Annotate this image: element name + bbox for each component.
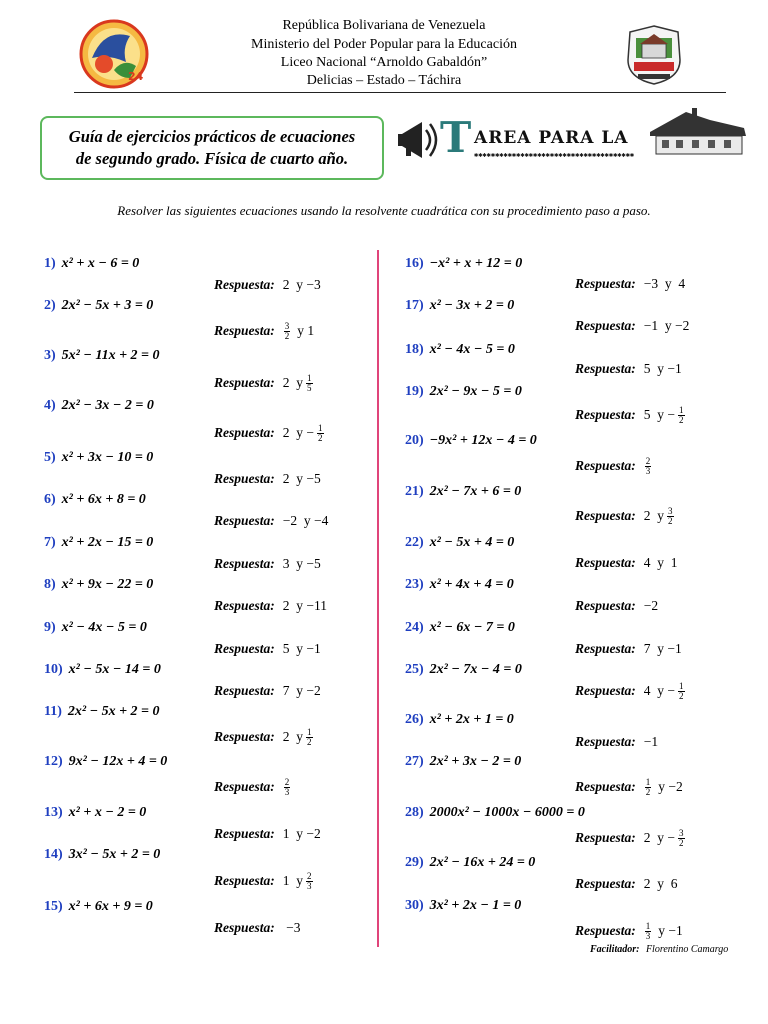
exercise-answer (575, 597, 658, 615)
equation-text: x² + x − 6 = 0 (61, 256, 140, 271)
equation-text: x² + 9x − 22 = 0 (61, 577, 154, 592)
equation-text: 2000x² − 1000x − 6000 = 0 (429, 805, 585, 820)
svg-text:24: 24 (128, 70, 144, 83)
exercise-answer (214, 374, 314, 393)
guide-title-line-1: Guía de ejercicios prácticos de ecuaciones (68, 127, 356, 146)
exercise-answer (575, 922, 683, 941)
equation-text: 2x² − 7x − 4 = 0 (429, 662, 522, 677)
exercise-answer (214, 825, 321, 843)
exercise-equation (405, 483, 521, 501)
instruction-text: Resolver las siguientes ecuaciones usando la resolvente cuadrática con su procedimiento paso a paso. (117, 203, 651, 218)
exercise-answer (575, 406, 686, 425)
exercise-equation (44, 491, 146, 509)
banner-text: AREA PARA LA (474, 128, 629, 148)
answer-value: 2 y (643, 508, 664, 523)
answer-value: 4 y − (643, 683, 675, 698)
fraction-denominator: 2 (679, 838, 684, 849)
answer-value: 2 y −11 (282, 598, 327, 613)
answer-value: 2 y − (282, 425, 314, 440)
exercise-answer (575, 457, 652, 476)
fraction-numerator: 1 (318, 423, 323, 434)
exercise-number: 18) (405, 342, 424, 357)
exercise-number: 8) (44, 577, 56, 592)
exercise-number: 6) (44, 492, 56, 507)
equation-text: −9x² + 12x − 4 = 0 (429, 433, 537, 448)
fraction-denominator: 2 (679, 415, 684, 426)
exercise-answer (575, 682, 686, 701)
exercise-number: 19) (405, 384, 424, 399)
fraction-numerator: 1 (307, 727, 312, 738)
fraction-denominator: 2 (668, 516, 673, 527)
exercise-number: 7) (44, 535, 56, 550)
fraction (645, 778, 652, 797)
answer-label: Respuesta: (575, 276, 636, 291)
answer-value: 2 y −3 (282, 277, 321, 292)
fraction-denominator: 2 (307, 737, 312, 748)
fraction (645, 922, 652, 941)
exercise-answer (214, 728, 314, 747)
answer-value: 7 y −1 (643, 641, 682, 656)
answer-label: Respuesta: (575, 876, 636, 891)
answer-value: y −1 (658, 923, 683, 938)
answer-label: Respuesta: (575, 683, 636, 698)
answer-label: Respuesta: (214, 277, 275, 292)
exercise-equation (44, 449, 153, 467)
answer-value: −3 y 4 (643, 276, 686, 291)
banner-letter-t: T (440, 113, 472, 162)
fraction-denominator: 3 (645, 931, 651, 942)
equation-text: 2x² − 5x + 2 = 0 (67, 704, 160, 719)
answer-value: −1 y −2 (643, 318, 690, 333)
fraction (667, 507, 674, 526)
exercise-number: 11) (44, 704, 62, 719)
equation-text: 2x² − 7x + 6 = 0 (429, 484, 522, 499)
exercise-number: 25) (405, 662, 424, 677)
exercise-number: 23) (405, 577, 424, 592)
answer-label: Respuesta: (214, 729, 275, 744)
exercise-answer (214, 597, 327, 615)
exercise-answer (575, 360, 682, 378)
fraction-denominator: 2 (645, 787, 651, 798)
fraction (306, 374, 313, 393)
equation-text: x² − 3x + 2 = 0 (429, 298, 515, 313)
answer-label: Respuesta: (214, 471, 275, 486)
exercise-number: 24) (405, 620, 424, 635)
facilitator-label: Facilitador: (590, 944, 640, 955)
fraction-denominator: 5 (307, 383, 312, 394)
header-line-4: Delicias – Estado – Táchira (306, 73, 462, 88)
answer-label: Respuesta: (214, 641, 275, 656)
exercise-equation (44, 534, 153, 552)
answer-value: 2 y −5 (282, 471, 321, 486)
answer-label: Respuesta: (214, 826, 275, 841)
exercise-equation (405, 534, 514, 552)
exercise-equation (405, 854, 535, 872)
exercise-answer (575, 733, 658, 751)
guide-title-line-2: de segundo grado. Física de cuarto año. (75, 149, 349, 168)
exercise-equation (405, 753, 521, 771)
answer-label: Respuesta: (214, 598, 275, 613)
exercise-equation (405, 255, 522, 273)
exercise-answer (214, 682, 321, 700)
exercise-equation (44, 347, 160, 365)
exercise-equation (44, 661, 161, 679)
exercise-equation (405, 619, 515, 637)
exercise-number: 10) (44, 662, 63, 677)
fraction-denominator: 3 (307, 881, 312, 892)
exercise-answer (575, 275, 685, 293)
fraction-numerator: 1 (645, 921, 651, 932)
exercise-answer (214, 778, 291, 797)
equation-text: 3x² − 5x + 2 = 0 (68, 847, 161, 862)
exercise-equation (44, 703, 160, 721)
answer-value: −2 y −4 (282, 513, 329, 528)
exercise-equation (44, 255, 139, 273)
exercise-number: 27) (405, 754, 424, 769)
equation-text: x² − 4x − 5 = 0 (61, 620, 147, 635)
equation-text: 2x² − 16x + 24 = 0 (429, 855, 536, 870)
exercise-number: 21) (405, 484, 424, 499)
answer-value: 1 y (282, 873, 303, 888)
answer-value: y 1 (297, 323, 315, 338)
answer-value: 3 y −5 (282, 556, 321, 571)
fraction-numerator: 2 (645, 456, 651, 467)
exercise-answer (214, 919, 301, 937)
fraction (284, 322, 291, 341)
answer-value: −3 (282, 920, 301, 935)
school-logo-left (78, 18, 150, 90)
answer-value: 5 y −1 (643, 361, 682, 376)
exercise-equation (44, 576, 153, 594)
equation-text: 3x² + 2x − 1 = 0 (429, 898, 522, 913)
fraction-numerator: 3 (679, 828, 684, 839)
exercise-number: 15) (44, 899, 63, 914)
answer-label: Respuesta: (214, 323, 275, 338)
header-line-1: República Bolivariana de Venezuela (282, 18, 486, 33)
header-line-3: Liceo Nacional “Arnoldo Gabaldón” (280, 55, 488, 70)
equation-text: x² + x − 2 = 0 (68, 805, 147, 820)
answer-label: Respuesta: (214, 375, 275, 390)
exercise-answer (214, 872, 314, 891)
fraction (678, 829, 685, 848)
equation-text: 2x² + 3x − 2 = 0 (429, 754, 522, 769)
exercise-equation (44, 898, 153, 916)
exercise-answer (575, 875, 678, 893)
fraction-denominator: 2 (318, 433, 323, 444)
answer-value: 2 y (282, 729, 303, 744)
exercise-answer (575, 507, 675, 526)
answer-value: −1 (643, 734, 659, 749)
answer-value: −2 (643, 598, 659, 613)
equation-text: 2x² − 5x + 3 = 0 (61, 298, 154, 313)
exercise-answer (214, 640, 321, 658)
exercise-number: 17) (405, 298, 424, 313)
exercise-answer (214, 512, 328, 530)
exercise-number: 13) (44, 805, 63, 820)
fraction-denominator: 3 (645, 466, 651, 477)
answer-value: 2 y (282, 375, 303, 390)
exercise-number: 1) (44, 256, 56, 271)
answer-label: Respuesta: (575, 923, 636, 938)
answer-label: Respuesta: (575, 830, 636, 845)
exercise-equation (405, 432, 537, 450)
facilitator-signature (590, 944, 728, 955)
exercise-equation (405, 297, 514, 315)
fraction (645, 457, 652, 476)
equation-text: x² + 3x − 10 = 0 (61, 450, 154, 465)
answer-label: Respuesta: (575, 779, 636, 794)
fraction-numerator: 1 (645, 777, 651, 788)
exercise-number: 4) (44, 398, 56, 413)
fraction (678, 406, 685, 425)
fraction-denominator: 2 (284, 331, 290, 342)
equation-text: 9x² − 12x + 4 = 0 (68, 754, 168, 769)
fraction-denominator: 2 (679, 691, 684, 702)
fraction-numerator: 3 (668, 506, 673, 517)
answer-label: Respuesta: (575, 598, 636, 613)
exercise-number: 3) (44, 348, 56, 363)
equation-text: 5x² − 11x + 2 = 0 (61, 348, 160, 363)
fraction (678, 682, 685, 701)
exercise-number: 29) (405, 855, 424, 870)
equation-text: x² + 2x + 1 = 0 (429, 712, 514, 727)
equation-text: 2x² − 9x − 5 = 0 (429, 384, 522, 399)
answer-value: 2 y 6 (643, 876, 678, 891)
exercise-number: 16) (405, 256, 424, 271)
fraction-numerator: 1 (679, 681, 684, 692)
answer-label: Respuesta: (575, 318, 636, 333)
equation-text: −x² + x + 12 = 0 (429, 256, 523, 271)
answer-value: 7 y −2 (282, 683, 321, 698)
exercise-equation (405, 804, 585, 822)
answer-label: Respuesta: (214, 425, 275, 440)
house-icon (646, 106, 750, 158)
exercise-equation (44, 846, 160, 864)
exercise-equation (405, 341, 515, 359)
answer-label: Respuesta: (214, 556, 275, 571)
exercise-equation (44, 297, 153, 315)
exercise-number: 9) (44, 620, 56, 635)
exercise-answer (575, 317, 689, 335)
exercise-equation (44, 804, 146, 822)
exercise-answer (214, 555, 321, 573)
answer-value: 5 y −1 (282, 641, 321, 656)
answer-label: Respuesta: (575, 361, 636, 376)
exercise-equation (44, 619, 147, 637)
exercise-answer (575, 829, 686, 848)
exercise-equation (405, 383, 522, 401)
exercise-answer (575, 554, 678, 572)
exercise-number: 14) (44, 847, 63, 862)
answer-label: Respuesta: (214, 683, 275, 698)
answer-value: 5 y − (643, 407, 675, 422)
answer-label: Respuesta: (575, 508, 636, 523)
facilitator-name: Florentino Camargo (645, 944, 729, 955)
answer-label: Respuesta: (575, 734, 636, 749)
answer-label: Respuesta: (214, 513, 275, 528)
fraction (306, 728, 313, 747)
equation-text: x² + 6x + 9 = 0 (68, 899, 153, 914)
exercise-equation (44, 397, 154, 415)
equation-text: x² − 5x + 4 = 0 (429, 535, 515, 550)
equation-text: x² + 2x − 15 = 0 (61, 535, 154, 550)
equation-text: x² − 5x − 14 = 0 (68, 662, 161, 677)
answer-label: Respuesta: (575, 407, 636, 422)
fraction-numerator: 2 (307, 871, 312, 882)
exercise-number: 5) (44, 450, 56, 465)
exercise-answer (214, 322, 314, 341)
exercise-equation (405, 897, 521, 915)
fraction (317, 424, 324, 443)
exercise-number: 2) (44, 298, 56, 313)
answer-label: Respuesta: (214, 779, 275, 794)
exercise-equation (405, 711, 514, 729)
guide-title-box (40, 116, 384, 180)
fraction-numerator: 2 (284, 777, 290, 788)
exercise-number: 22) (405, 535, 424, 550)
exercise-number: 30) (405, 898, 424, 913)
megaphone-icon (396, 114, 440, 166)
exercise-number: 20) (405, 433, 424, 448)
column-divider (377, 250, 379, 947)
exercise-answer (214, 424, 325, 443)
equation-text: x² + 6x + 8 = 0 (61, 492, 146, 507)
exercise-answer (214, 470, 321, 488)
answer-value: 2 y − (643, 830, 675, 845)
fraction (284, 778, 291, 797)
fraction-numerator: 1 (307, 373, 312, 384)
exercise-answer (214, 276, 321, 294)
exercise-number: 28) (405, 805, 424, 820)
answer-label: Respuesta: (575, 555, 636, 570)
exercise-equation (44, 753, 167, 771)
banner-stars: ✱✱✱✱✱✱✱✱✱✱✱✱✱✱✱✱✱✱✱✱✱✱✱✱✱✱✱✱✱✱✱✱✱✱✱✱✱✱ (474, 151, 635, 159)
exercise-answer (575, 640, 682, 658)
answer-label: Respuesta: (214, 920, 275, 935)
school-seal-right (622, 22, 686, 88)
equation-text: x² − 6x − 7 = 0 (429, 620, 515, 635)
exercise-equation (405, 661, 522, 679)
answer-value: y −2 (658, 779, 683, 794)
header-rule (74, 92, 726, 93)
exercise-answer (575, 778, 683, 797)
answer-label: Respuesta: (214, 873, 275, 888)
fraction-numerator: 3 (284, 321, 290, 332)
equation-text: x² − 4x − 5 = 0 (429, 342, 515, 357)
answer-label: Respuesta: (575, 458, 636, 473)
exercise-number: 12) (44, 754, 63, 769)
fraction-denominator: 3 (284, 787, 290, 798)
answer-value: 1 y −2 (282, 826, 321, 841)
exercise-equation (405, 576, 514, 594)
answer-label: Respuesta: (575, 641, 636, 656)
fraction-numerator: 1 (679, 405, 684, 416)
answer-value: 4 y 1 (643, 555, 678, 570)
equation-text: x² + 4x + 4 = 0 (429, 577, 514, 592)
equation-text: 2x² − 3x − 2 = 0 (61, 398, 154, 413)
fraction (306, 872, 313, 891)
exercise-number: 26) (405, 712, 424, 727)
header-line-2: Ministerio del Poder Popular para la Educación (251, 37, 517, 52)
